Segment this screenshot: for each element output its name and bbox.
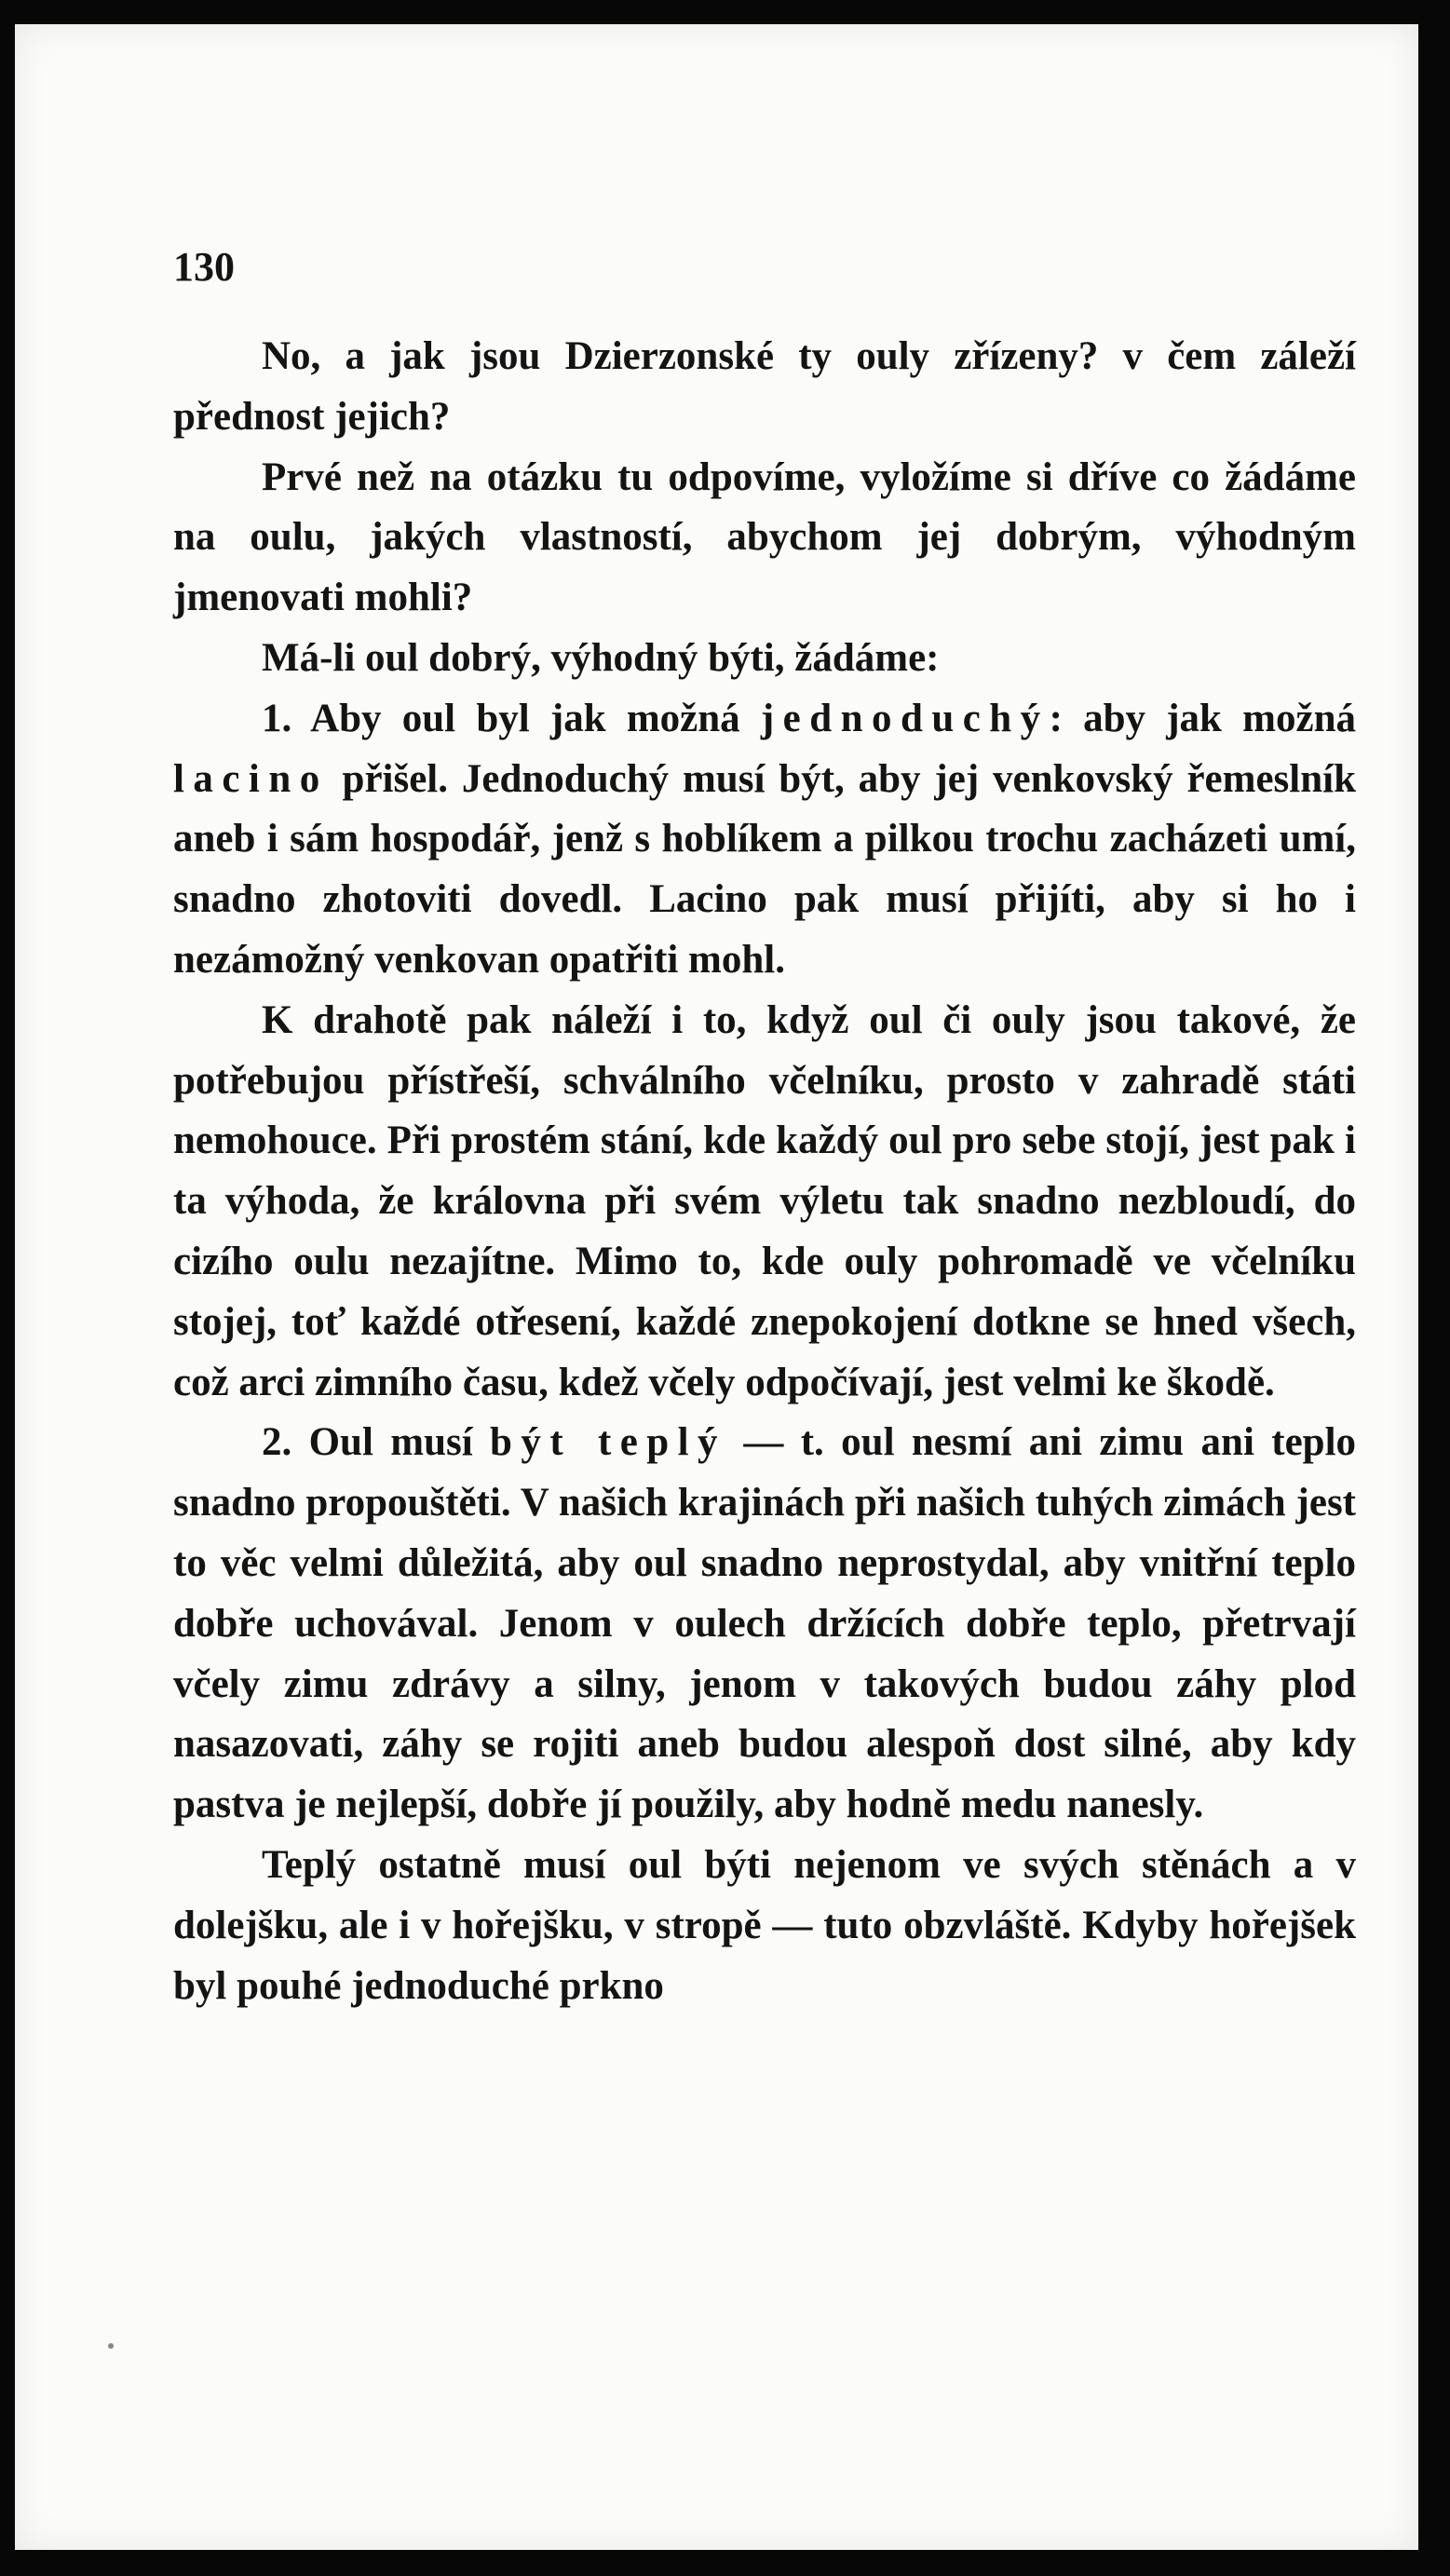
page-number: 130	[173, 244, 235, 290]
paragraph-1	[173, 327, 1356, 448]
body-text	[173, 327, 1356, 2016]
paragraph-1-text: No, a jak jsou Dzierzonské ty ouly zřízeny? v čem záleží přednost jejich?	[173, 334, 1356, 439]
paragraph-4-spaced-b: lacino	[173, 756, 329, 801]
book-page	[15, 24, 1418, 2550]
paragraph-6-text-b: — t. oul nesmí ani zimu ani teplo snadno propouštěti. V našich krajinách při našich tuhých zimách jest to věc velmi důležitá, aby oul snadno neprostydal, aby vnitřní teplo dobře uchovával. Jenom v oulech držících dobře teplo, přetrvají včely zimu zdrávy a silny, jenom v takových budou záhy plod nasazovati, záhy se rojiti aneb budou alespoň dost silné, aby kdy pastva je nejlepší, dobře jí použily, aby hodně medu nanesly.	[173, 1420, 1357, 1827]
paragraph-7-text: Teplý ostatně musí oul býti nejenom ve svých stěnách a v dolejšku, ale i v hořejšku, v stropě — tuto obzvláště. Kdyby hořejšek byl pouhé jednoduché prkno	[173, 1842, 1356, 2008]
paragraph-7	[173, 1836, 1356, 2016]
paragraph-6-text-a: 2. Oul musí	[262, 1420, 473, 1465]
paragraph-4	[173, 689, 1356, 991]
paragraph-2	[173, 448, 1356, 629]
paragraph-4-text-b: : aby jak možná	[1049, 696, 1357, 740]
paragraph-3-text: Má-li oul dobrý, výhodný býti, žádáme:	[262, 635, 940, 680]
paragraph-4-spaced-a: jednoduchý	[760, 696, 1050, 740]
paragraph-6	[173, 1413, 1356, 1836]
paragraph-6-spaced: být teplý	[490, 1420, 727, 1465]
paragraph-3	[173, 629, 1356, 689]
paragraph-4-text-a: 1. Aby oul byl jak možná	[262, 696, 740, 740]
paragraph-5-text: K drahotě pak náleží i to, když oul či ouly jsou takové, že potřebujou přístřeší, schválního včelníku, prosto v zahradě státi nemohouce. Při prostém stání, kde každý oul pro sebe stojí, jest pak i ta výhoda, že královna při svém výletu tak snadno nezbloudí, do cizího oulu nezajítne. Mimo to, kde ouly pohromadě ve včelníku stojej, toť každé otřesení, každé znepokojení dotkne se hned všech, což arci zimního času, kdež včely odpočívají, jest velmi ke škodě.	[173, 997, 1356, 1404]
print-speck	[108, 2343, 114, 2349]
paragraph-5	[173, 991, 1356, 1414]
paragraph-2-text: Prvé než na otázku tu odpovíme, vyložíme si dříve co žádáme na oulu, jakých vlastností, abychom jej dobrým, výhodným jmenovati mohli?	[173, 454, 1356, 620]
paragraph-4-text-c: přišel. Jednoduchý musí být, aby jej venkovský řemeslník aneb i sám hospodář, jenž s hoblíkem a pilkou trochu zacházeti umí, snadno zhotoviti dovedl. Lacino pak musí přijíti, aby si ho i nezámožný venkovan opatřiti mohl.	[173, 756, 1356, 982]
